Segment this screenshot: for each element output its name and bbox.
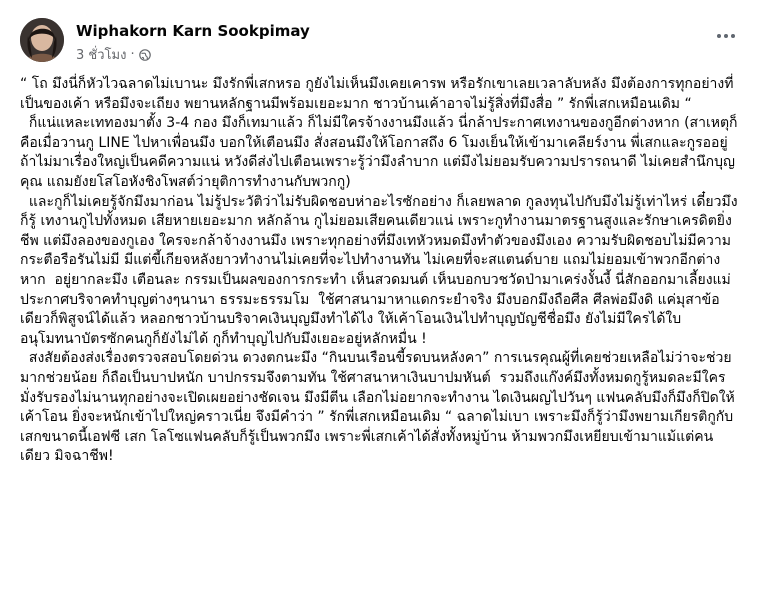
post-content	[20, 75, 740, 467]
post-time[interactable]: 3 ชั่วโมง	[76, 48, 127, 63]
meta-separator: ·	[130, 47, 135, 62]
post-paragraph-4: สงสัยต้องส่งเรื่องตรวจสอบโดยด่วน ดวงตกนะมึง “กินบนเรือนขี้รดบนหลังคา” การเนรคุณผู้ที่เคยช่วยเหลือไม่ว่าจะช่วยมากช่วยน้อย ก็ถือเป็นบาปหนัก บาปกรรมจึงตามทัน ใช้ศาสนาหาเงินบาปมหันต์ รวมถึงแก๊งค์มึงทั้งหมดกูรู้หมดละมีใครมั่งรับรองไม่นานทุกอย่างจะเปิดเผยอย่างชัดเจน มึงมีตีน เลือกไม่อยากจะทำงาน ไดเงินผญไปวันๆ แฟนคลับมึงก็มึงก็ปิดให้เค้าโอน ยิ่งจะหนักเข้าไปใหญ่คราวเนี่ย จึงมีคำว่า ” รักพี่เสกเหมือนเดิม “ ฉลาดไม่เบา เพราะมึงก็รู้ว่ามึงพยามเกียรติกูกับเสกขนาดนี้เอฟซี เสก โลโซแฟนคลับก็รู้เป็นพวกมึง เพราะพี่เสกเค้าได้สั่งทั้งหมู่บ้าน ห้ามพวกมึงเหยียบเข้ามาแม้แต่คนเดียว มิจฉาชีพ!	[20, 350, 735, 465]
more-dot-3	[731, 34, 735, 38]
post-header	[20, 18, 740, 66]
more-options-button[interactable]	[712, 26, 740, 46]
more-dot-1	[717, 34, 721, 38]
more-dot-2	[724, 34, 728, 38]
post-paragraph-3: และกูก็ไม่เคยรู้จักมึงมาก่อน ไม่รู้ประวัติว่าไม่รับผิดชอบห่าอะไรซักอย่าง ก็เลยพลาด กูลงทุนไปกับมึงไม่รู้เท่าไหร่ เดี๋ยวมึงก็รู้ เทงานกูไปทั้งหมด เสียหายเยอะมาก หลักล้าน กูไม่ยอมเสียคนเดียวแน่ เพราะกูทำงานมาตรฐานสูงและรักษาเครดิตยิ่งชีพ แต่มึงลองของกูเอง ใครจะกล้าจ้างงานมึง เพราะทุกอย่างที่มึงเทหัวหมดมึงทำตัวของมึงเอง ความรับผิดชอบไม่มีความ กระตือรือรันไม่มี มีแต่ขี้เกียจหลังยาวทำงานไม่เคยที่จะไปทำงานทัน ไม่เคยที่จะสแตนด์บาย แถมไม่ยอมเข้าพวกอีกต่างหาก อยู่ยากละมึง เตือนละ กรรมเป็นผลของการกระทำ เห็นสวดมนต์ เห็นบอกบวชวัดป่ามาเคร่งงั้นงี้ นี่สักออกมาเลี้ยงแม่ประกาศบริจาคทำบุญต่างๆนานา ธรรมะธรรมโม ใช้ศาสนามาหาแดกระยำจริง มึงบอกมึงถือศีล ศีลพ่อมึงดิ แค่มุสาข้อเดียวก็พิสูจน์ได้แล้ว หลอกชาวบ้านบริจาคเงินบุญมึงทำได้ไง ให้เค้าโอนเงินไปทำบุญบัญชีชื่อมึง ยังไม่มีใครได้ใบอนุโมทนาบัตรซักคนกูก็ยังไม่ได้ กูก็ทำบุญไปกับมึงเยอะอยู่หลักหมื่น !	[20, 193, 738, 347]
cutoff-fade	[0, 596, 759, 606]
post-meta	[76, 44, 151, 65]
post-paragraph-1: “ โถ มึงนี่ก็หัวไวฉลาดไม่เบานะ มึงรักพี่เสกหรอ กูยังไม่เห็นมึงเคยเคารพ หรือรักเขาเลยเวลาลับหลัง มึงต้องการทุกอย่างที่เป็นของเค้า หรือมึงจะเถียง พยานหลักฐานมีพร้อมเยอะมาก ชาวบ้านเค้าอาจไม่รู้สิ่งที่มึงสื่อ ” รักพี่เสกเหมือนเดิม “	[20, 76, 734, 112]
avatar[interactable]	[20, 18, 64, 62]
avatar-photo-icon	[20, 18, 64, 62]
author-name[interactable]: Wiphakorn Karn Sookpimay	[76, 22, 310, 40]
post-paragraph-2: ก็แน่แหละเททองมาตั้ง 3-4 กอง มึงก็เทมาแล้ว ก็ไม่มีใครจ้างงานมึงแล้ว นี่กล้าประกาศเทงานของกูอีกต่างหาก (สาเหตุก็คือเมื่อวานกู LINE ไปหาเพื่อนมึง บอกให้เตือนมึง สั่งสอนมึงให้โอกาสถึง 6 โมงเย็นให้เข้ามาเคลียร์งาน พี่เสกและกูรออยู่ ถ้าไม่มาเรื่องใหญ่เป็นคดีความแน่ หวังดีส่งไปเตือนเพราะรู้ว่ามึงลำบาก แต่มึงไม่ยอมรับความปรารถนาดี ไม่เคยสำนึกบุญคุณ แถมยังยโสโอหังชิงโพสต์ว่ายุติการทำงานกับพวกกู)	[20, 115, 738, 190]
globe-icon[interactable]	[139, 49, 151, 61]
